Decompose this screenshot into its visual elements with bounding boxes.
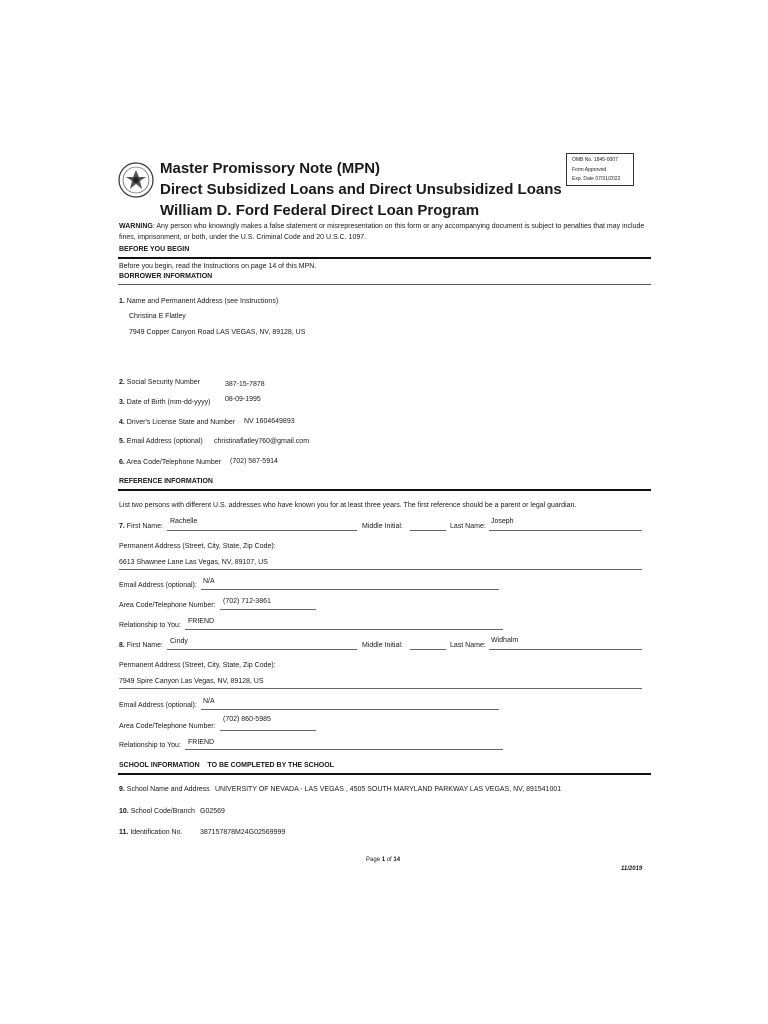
- section-rule: [118, 773, 651, 775]
- school-heading: SCHOOL INFORMATION TO BE COMPLETED BY THE SCHOOL: [119, 762, 334, 769]
- license-label: 4. Driver's License State and Number: [119, 419, 236, 426]
- email-field[interactable]: christinaflatley760@gmail.com: [214, 438, 310, 445]
- program-name: William D. Ford Federal Direct Loan Program: [160, 202, 480, 219]
- warning-label: WARNING: [119, 223, 153, 230]
- name-address-label: 1. Name and Permanent Address (see Instructions): [119, 298, 279, 305]
- ref2-first-name-field[interactable]: Cindy: [170, 638, 188, 645]
- ref1-phone-line: [220, 609, 316, 610]
- omb-expiration: Exp. Date 07/31/2022: [572, 176, 621, 182]
- ref1-first-name-label: 7. First Name:: [119, 523, 163, 530]
- ref2-last-name-line: [489, 649, 642, 650]
- ssn-field[interactable]: 387-15-7878: [225, 381, 265, 388]
- ref2-phone-label: Area Code/Telephone Number:: [119, 723, 216, 730]
- email-label: 5. Email Address (optional): [119, 438, 203, 445]
- revision-date: 11/2019: [621, 866, 643, 872]
- ref2-relationship-label: Relationship to You:: [119, 742, 181, 749]
- ref1-address-line: [119, 569, 642, 570]
- section-rule: [118, 284, 651, 285]
- before-you-begin-text: Before you begin, read the Instructions on page 14 of this MPN.: [119, 263, 317, 270]
- ref2-last-name-label: Last Name:: [450, 642, 486, 649]
- phone-field[interactable]: (702) 587-5914: [230, 458, 278, 465]
- ref2-middle-field[interactable]: [410, 649, 446, 650]
- page-number: Page 1 of 14: [366, 857, 401, 863]
- ref2-middle-label: Middle Initial:: [362, 642, 403, 649]
- ref1-first-name-line: [167, 530, 357, 531]
- form-subtitle: Direct Subsidized Loans and Direct Unsubsidized Loans: [160, 181, 562, 198]
- ref1-relationship-line: [185, 629, 503, 630]
- ref2-address-field[interactable]: 7949 Spire Canyon Las Vegas, NV, 89128, US: [119, 678, 264, 685]
- ref2-relationship-line: [185, 749, 503, 750]
- ref1-address-label: Permanent Address (Street, City, State, Zip Code):: [119, 543, 276, 550]
- identification-label: 11. Identification No.: [119, 829, 183, 836]
- license-field[interactable]: NV 1604649893: [244, 418, 295, 425]
- borrower-name[interactable]: Christina E Flatley: [129, 313, 186, 320]
- ref1-last-name-label: Last Name:: [450, 523, 486, 530]
- school-name-field[interactable]: UNIVERSITY OF NEVADA - LAS VEGAS , 4505 SOUTH MARYLAND PARKWAY LAS VEGAS, NV, 891541001: [215, 786, 562, 793]
- reference-intro: List two persons with different U.S. addresses who have known you for at least three years. The first reference should be a parent or legal guardian.: [119, 502, 577, 509]
- ref1-relationship-field[interactable]: FRIEND: [188, 618, 215, 625]
- school-code-field[interactable]: G02569: [200, 808, 225, 815]
- ref1-last-name-line: [489, 530, 642, 531]
- dob-label: 3. Date of Birth (mm-dd-yyyy): [119, 399, 211, 406]
- ref1-phone-label: Area Code/Telephone Number:: [119, 602, 216, 609]
- warning-body: : Any person who knowingly makes a false statement or misrepresentation on this form or any accompanying document is subject to penalties that may include fines, imprisonment, or both, under the U.S. Criminal Code and 20 U.S.C. 1097.: [119, 223, 645, 241]
- ref1-phone-field[interactable]: (702) 712-3861: [223, 598, 271, 605]
- ref2-first-name-label: 8. First Name:: [119, 642, 163, 649]
- ref1-address-field[interactable]: 6613 Shawnee Lane Las Vegas, NV, 89107, US: [119, 559, 268, 566]
- ref2-phone-field[interactable]: (702) 860-5985: [223, 716, 271, 723]
- ref2-email-line: [201, 709, 499, 710]
- phone-label: 6. Area Code/Telephone Number: [119, 459, 221, 466]
- identification-field[interactable]: 387157878M24G02569999: [200, 829, 286, 836]
- form-title: Master Promissory Note (MPN): [160, 160, 381, 177]
- school-heading-note: TO BE COMPLETED BY THE SCHOOL: [207, 762, 334, 769]
- ref1-first-name-field[interactable]: Rachelle: [170, 518, 198, 525]
- borrower-heading: BORROWER INFORMATION: [119, 273, 213, 280]
- ref2-relationship-field[interactable]: FRIEND: [188, 739, 215, 746]
- ref1-middle-label: Middle Initial:: [362, 523, 403, 530]
- ref2-last-name-field[interactable]: Widhalm: [491, 637, 519, 644]
- omb-number: OMB No. 1845-0007: [572, 157, 618, 163]
- ref2-first-name-line: [167, 649, 357, 650]
- ref2-address-label: Permanent Address (Street, City, State, Zip Code):: [119, 662, 276, 669]
- section-rule: [118, 489, 651, 491]
- ref1-middle-field[interactable]: [410, 530, 446, 531]
- omb-box: [566, 153, 634, 186]
- ref2-address-line: [119, 688, 642, 689]
- ref2-phone-line: [220, 730, 316, 731]
- school-code-label: 10. School Code/Branch: [119, 808, 195, 815]
- before-you-begin-heading: BEFORE YOU BEGIN: [119, 246, 190, 253]
- ref1-email-field[interactable]: N/A: [203, 578, 215, 585]
- reference-heading: REFERENCE INFORMATION: [119, 478, 213, 485]
- ref2-email-label: Email Address (optional):: [119, 702, 197, 709]
- section-rule: [118, 257, 651, 259]
- ref1-email-line: [201, 589, 499, 590]
- ref1-relationship-label: Relationship to You:: [119, 622, 181, 629]
- ssn-label: 2. Social Security Number: [119, 379, 200, 386]
- ref1-last-name-field[interactable]: Joseph: [491, 518, 514, 525]
- department-seal-icon: [118, 162, 154, 198]
- ref2-email-field[interactable]: N/A: [203, 698, 215, 705]
- ref1-email-label: Email Address (optional):: [119, 582, 197, 589]
- warning-text: [119, 221, 651, 243]
- borrower-address[interactable]: 7949 Copper Canyon Road LAS VEGAS, NV, 89128, US: [129, 329, 306, 336]
- omb-approved: Form Approved: [572, 166, 607, 173]
- school-name-label: 9. School Name and Address: [119, 786, 210, 793]
- dob-field[interactable]: 08-09-1995: [225, 396, 261, 403]
